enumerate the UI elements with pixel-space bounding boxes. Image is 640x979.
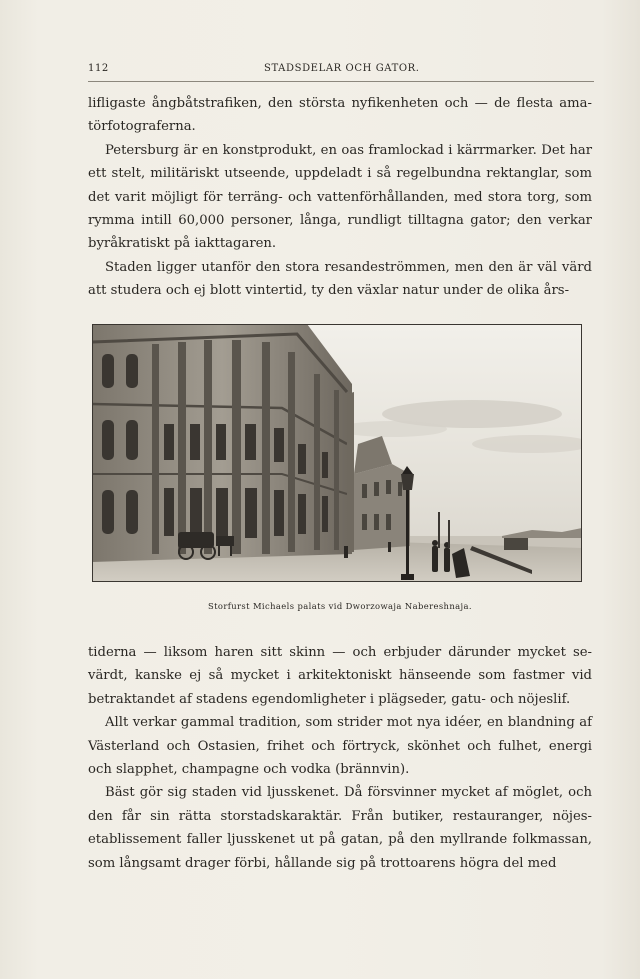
body-text-bottom — [88, 641, 592, 875]
paragraph: tiderna — liksom haren sitt skinn — och erbjuder därunder mycket se-värdt, kanske ej så mycket i arkitektoniskt hänseende som fastmer vid betraktandet af stadens egendomligheter i plägseder, gatu- och nöjeslif. — [88, 645, 592, 707]
photograph-illustration — [92, 324, 582, 582]
palace-photograph — [92, 324, 582, 582]
boat — [504, 538, 528, 550]
paragraph: Petersburg är en konstprodukt, en oas framlockad i kärrmarker. Det har ett stelt, militäriskt utseende, uppdeladt i så regelbundna rektanglar, som det varit möjligt för terräng- och vattenförhållanden, med stora torg, som rymma intill 60,000 personer, långa, rundligt tilltagna gator; den verkar byråkratiskt på iakttagaren. — [88, 142, 592, 252]
paragraph: Allt verkar gammal tradition, som strider mot nya idéer, en blandning af Västerland och Ostasien, frihet och förtryck, skönhet och fulhet, energi och slapphet, champagne och vodka (brännvin). — [88, 715, 592, 778]
paragraph: lifligaste ångbåtstrafiken, den största nyfikenheten och — de flesta ama-törfotograferna. — [88, 96, 592, 135]
page-number: 112 — [88, 63, 109, 74]
header-rule — [88, 81, 594, 82]
street-lamp — [448, 520, 450, 548]
paragraph: Bäst gör sig staden vid ljusskenet. Då försvinner mycket af möglet, och den får sin rätta storstadskaraktär. Från butiker, restauranger, nöjes-etablissement faller ljusskenet ut på gatan, på den myllrande folkmassan, som långsamt drager förbi, hållande sig på trottoarens högra del med — [88, 785, 592, 871]
figure-caption: Storfurst Michaels palats vid Dworzowaja Nabereshnaja. — [207, 601, 472, 611]
street-lamp — [438, 512, 440, 548]
running-head: STADSDELAR OCH GATOR. — [264, 63, 420, 74]
page-header — [88, 63, 594, 79]
building-far — [347, 392, 354, 552]
paragraph: Staden ligger utanför den stora resandeströmmen, men den är väl värd att studera och ej blott vintertid, ty den växlar natur under de olika års- — [88, 259, 592, 299]
body-text-top — [88, 92, 592, 303]
